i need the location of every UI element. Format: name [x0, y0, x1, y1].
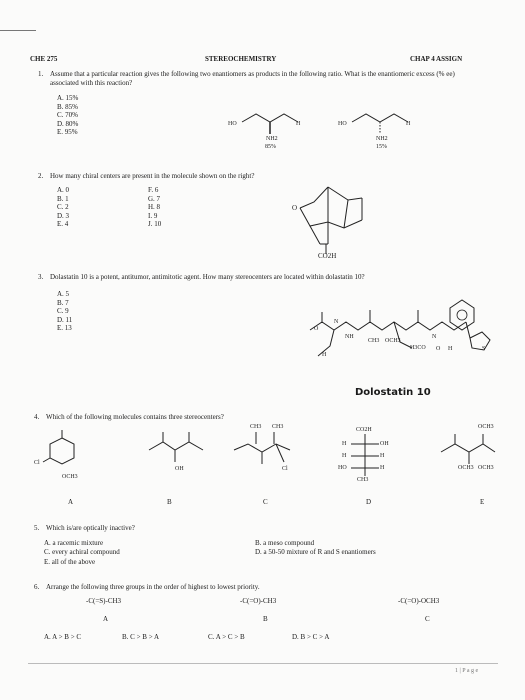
- q2-options-right: [148, 186, 161, 229]
- top-margin-line: [0, 30, 36, 31]
- q3-options: [57, 290, 72, 333]
- q4-letter-c: C: [263, 498, 268, 506]
- q2-option-e: E. 4: [57, 220, 69, 229]
- q2-number: 2.: [38, 172, 44, 180]
- q5-number: 5.: [34, 524, 40, 532]
- q6-option-a: A. A > B > C: [44, 633, 82, 641]
- q4-letter-a: A: [68, 498, 74, 506]
- q6-group-letter-a: A: [103, 615, 109, 623]
- q4-letter-e: E: [480, 498, 485, 506]
- chapter-label: CHAP 4 ASSIGN: [410, 55, 463, 63]
- q4-a-cl: Cl: [34, 460, 40, 466]
- course-code: CHE 275: [30, 55, 58, 63]
- q6-group-c: -C(=O)-OCH3: [398, 597, 440, 605]
- q6-option-c: C. A > C > B: [208, 633, 245, 641]
- q5-option-a: A. a racemic mixture: [44, 539, 104, 547]
- page-title: STEREOCHEMISTRY: [205, 55, 277, 63]
- q4-d-ho: HO: [338, 465, 347, 471]
- q6-group-letter-b: B: [263, 615, 268, 623]
- q3-option-c: C. 9: [57, 307, 69, 316]
- q6-text: Arrange the following three groups in the order of highest to lowest priority.: [46, 583, 260, 591]
- q6-group-a: -C(=S)-CH3: [86, 597, 122, 605]
- q1-option-c: C. 70%: [57, 111, 78, 120]
- q4-d-co2h: CO2H: [356, 427, 372, 433]
- q1-text: Assume that a particular reaction gives the following two enantiomers as products in the following ratio. What is the enantiomeric excess (% ee) associated with this reaction?: [50, 70, 455, 87]
- q4-d-h4: H: [380, 465, 385, 471]
- q4-molecule-a: [40, 430, 100, 475]
- q6-option-b: B. C > B > A: [122, 633, 160, 641]
- q2-bicyclic-molecule: [270, 182, 380, 262]
- q3-dolastatin-structure: [290, 290, 500, 380]
- q4-text: Which of the following molecules contains three stereocenters?: [46, 413, 224, 421]
- q1-left-nh2: NH2: [266, 136, 278, 142]
- q1-number: 1.: [38, 70, 44, 78]
- q3-label-nh: NH: [345, 334, 354, 340]
- q2-oxygen-label: O: [292, 204, 298, 212]
- q3-label-h3co: H3CO: [410, 345, 426, 351]
- q4-d-ch3: CH3: [357, 477, 369, 483]
- q4-c-ch3-right: CH3: [272, 424, 284, 430]
- q1-options: [57, 94, 78, 137]
- page-number: 1 | P a g e: [455, 668, 479, 674]
- q1-right-ho: HO: [338, 121, 347, 127]
- q1-right-h: H: [406, 121, 411, 127]
- q1-option-b: B. 85%: [57, 102, 78, 111]
- q4-c-ch3-left: CH3: [250, 424, 262, 430]
- q3-label-o1: O: [314, 326, 319, 332]
- q2-option-i: I. 9: [148, 211, 158, 220]
- q3-option-d: D. 11: [57, 315, 73, 324]
- q4-c-cl: Cl: [282, 466, 288, 472]
- q4-b-oh: OH: [175, 466, 184, 472]
- q5-option-e: E. all of the above: [44, 558, 96, 566]
- q2-co2h-label: CO2H: [318, 252, 337, 260]
- q3-label-och3: OCH3: [385, 338, 401, 344]
- q4-d-h2: H: [342, 453, 347, 459]
- q3-number: 3.: [38, 273, 44, 281]
- q4-number: 4.: [34, 413, 40, 421]
- q1-right-percent: 15%: [376, 144, 387, 150]
- q3-label-n2: N: [432, 334, 437, 340]
- q3-option-e: E. 13: [57, 324, 72, 333]
- q1-option-d: D. 80%: [57, 119, 79, 128]
- q4-molecule-c: [228, 432, 308, 472]
- q4-a-och3: OCH3: [62, 474, 78, 480]
- q1-left-h: H: [296, 121, 301, 127]
- q2-option-j: J. 10: [148, 220, 162, 229]
- q6-group-letter-c: C: [425, 615, 430, 623]
- q4-e-och3-left: OCH3: [458, 465, 474, 471]
- q4-e-och3-right: OCH3: [478, 465, 494, 471]
- q2-option-f: F. 6: [148, 186, 159, 194]
- q2-option-a: A. 0: [57, 186, 70, 194]
- q4-d-h3: H: [380, 453, 385, 459]
- q3-label-h1: H: [322, 352, 327, 358]
- q3-molecule-name: Dolostatin 10: [355, 387, 431, 398]
- q2-options-left: [57, 186, 69, 229]
- q1-left-percent: 85%: [265, 144, 276, 150]
- q6-option-d: D. B > C > A: [292, 633, 330, 641]
- q3-option-a: A. 5: [57, 290, 70, 298]
- q1-left-ho: HO: [228, 121, 237, 127]
- q2-option-d: D. 3: [57, 211, 70, 220]
- q6-number: 6.: [34, 583, 40, 591]
- q4-letter-d: D: [366, 498, 372, 506]
- q4-e-och3-top: OCH3: [478, 424, 494, 430]
- q5-option-d: D. a 50-50 mixture of R and S enantiomers: [255, 548, 376, 556]
- q4-d-h1: H: [342, 441, 347, 447]
- q5-text: Which is/are optically inactive?: [46, 524, 135, 532]
- q4-letter-b: B: [167, 498, 172, 506]
- q2-option-g: G. 7: [148, 194, 161, 203]
- q3-option-b: B. 7: [57, 298, 69, 307]
- q3-label-o2: O: [436, 346, 441, 352]
- q3-label-ch3: CH3: [368, 338, 380, 344]
- q1-option-a: A. 15%: [57, 94, 79, 102]
- q3-label-h2: H: [448, 346, 453, 352]
- q2-text: How many chiral centers are present in the molecule shown on the right?: [50, 172, 255, 180]
- q5-option-c: C. every achiral compound: [44, 548, 120, 556]
- q2-option-c: C. 2: [57, 203, 69, 212]
- q3-label-s: S: [482, 346, 486, 352]
- q2-option-h: H. 8: [148, 203, 161, 212]
- q6-group-b: -C(=O)-CH3: [240, 597, 277, 605]
- q3-text: Dolastatin 10 is a potent, antitumor, antimitotic agent. How many stereocenters are located within dolastatin 10?: [50, 273, 365, 281]
- footer-rule: [28, 663, 498, 664]
- q5-option-b: B. a meso compound: [255, 539, 315, 547]
- q4-d-oh: OH: [380, 441, 389, 447]
- q1-right-nh2: NH2: [376, 136, 388, 142]
- q1-option-e: E. 95%: [57, 128, 78, 137]
- q3-label-n1: N: [334, 319, 339, 325]
- q2-option-b: B. 1: [57, 194, 69, 203]
